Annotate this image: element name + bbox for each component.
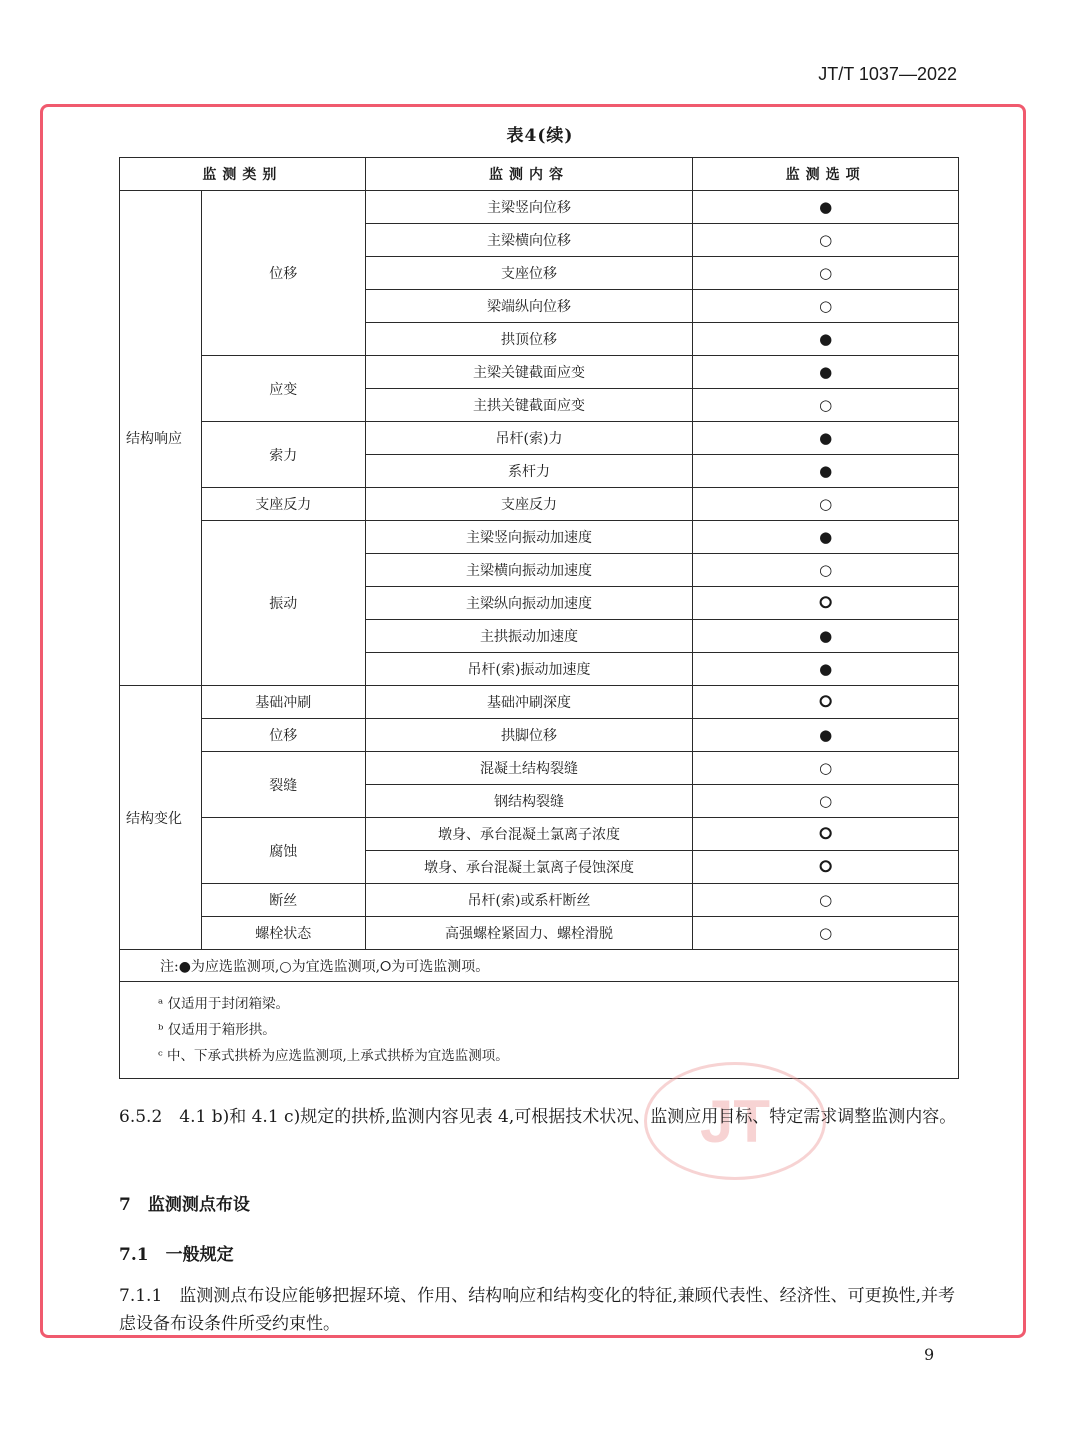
subcategory-scour: 基础冲刷: [201, 686, 365, 719]
content-cell: 拱顶位移: [365, 323, 693, 356]
table-row: [120, 752, 959, 785]
content-cell: 高强螺栓紧固力、螺栓滑脱: [365, 917, 693, 950]
option-recommended-symbol: ○: [693, 554, 959, 587]
content-cell: 支座位移: [365, 257, 693, 290]
table-row: [120, 884, 959, 917]
content-cell: 主拱振动加速度: [365, 620, 693, 653]
category-structural-change: 结构变化: [120, 686, 202, 950]
content-cell: 系杆力: [365, 455, 693, 488]
subcategory-wire-break: 断丝: [201, 884, 365, 917]
subcategory-bolt-state: 螺栓状态: [201, 917, 365, 950]
subcategory-cable-force: 索力: [201, 422, 365, 488]
content-cell: 吊杆(索)或系杆断丝: [365, 884, 693, 917]
monitoring-table: [119, 157, 959, 1079]
option-recommended-symbol: ○: [693, 917, 959, 950]
content-cell: 主梁横向位移: [365, 224, 693, 257]
option-required-symbol: ●: [693, 422, 959, 455]
content-cell: 支座反力: [365, 488, 693, 521]
clause-7-1-1: 7.1.1 监测测点布设应能够把握环境、作用、结构响应和结构变化的特征,兼顾代表性、经济性、可更换性,并考虑设备布设条件所受约束性。: [119, 1286, 956, 1334]
option-required-symbol: ●: [693, 653, 959, 686]
content-cell: 主梁关键截面应变: [365, 356, 693, 389]
header-content: 监测内容: [365, 158, 693, 191]
option-recommended-symbol: ○: [693, 389, 959, 422]
category-structural-response: 结构响应: [120, 191, 202, 686]
table-row: [120, 719, 959, 752]
option-required-symbol: ●: [693, 455, 959, 488]
section-heading-7-1: 7.1 一般规定: [119, 1245, 234, 1265]
footnote-a: ᵃ 仅适用于封闭箱梁。: [158, 996, 289, 1012]
option-required-symbol: ●: [693, 620, 959, 653]
option-required-symbol: ●: [693, 356, 959, 389]
table-title: 表4(续): [506, 126, 574, 146]
page-number: 9: [924, 1345, 935, 1364]
table-row: [120, 917, 959, 950]
subcategory-support-reaction: 支座反力: [201, 488, 365, 521]
footnote-c: ᶜ 中、下承式拱桥为应选监测项,上承式拱桥为宜选监测项。: [158, 1048, 509, 1064]
table-note: 注:●为应选监测项,○为宜选监测项,⭘为可选监测项。: [120, 950, 959, 982]
option-optional-symbol: ⭘: [693, 686, 959, 719]
option-recommended-symbol: ○: [693, 290, 959, 323]
content-cell: 墩身、承台混凝土氯离子浓度: [365, 818, 693, 851]
subcategory-crack: 裂缝: [201, 752, 365, 818]
content-cell: 拱脚位移: [365, 719, 693, 752]
content-cell: 主梁竖向位移: [365, 191, 693, 224]
content-cell: 主梁竖向振动加速度: [365, 521, 693, 554]
content-cell: 混凝土结构裂缝: [365, 752, 693, 785]
header-category: 监测类别: [120, 158, 366, 191]
option-required-symbol: ●: [693, 191, 959, 224]
option-optional-symbol: ⭘: [693, 587, 959, 620]
header-option: 监测选项: [693, 158, 959, 191]
table-row: [120, 488, 959, 521]
content-cell: 梁端纵向位移: [365, 290, 693, 323]
content-cell: 吊杆(索)振动加速度: [365, 653, 693, 686]
subcategory-displacement: 位移: [201, 191, 365, 356]
table-row: [120, 191, 959, 224]
subcategory-vibration: 振动: [201, 521, 365, 686]
content-cell: 钢结构裂缝: [365, 785, 693, 818]
option-required-symbol: ●: [693, 323, 959, 356]
content-cell: 基础冲刷深度: [365, 686, 693, 719]
content-cell: 吊杆(索)力: [365, 422, 693, 455]
table-header-row: [120, 158, 959, 191]
option-required-symbol: ●: [693, 719, 959, 752]
subcategory-corrosion: 腐蚀: [201, 818, 365, 884]
content-cell: 主拱关键截面应变: [365, 389, 693, 422]
option-recommended-symbol: ○: [693, 884, 959, 917]
section-heading-7: 7 监测测点布设: [119, 1195, 250, 1215]
footnote-b: ᵇ 仅适用于箱形拱。: [158, 1022, 276, 1038]
option-required-symbol: ●: [693, 521, 959, 554]
subcategory-displacement-2: 位移: [201, 719, 365, 752]
option-recommended-symbol: ○: [693, 752, 959, 785]
subcategory-strain: 应变: [201, 356, 365, 422]
table-row: [120, 818, 959, 851]
table-footnotes: [120, 982, 959, 1079]
content-cell: 主梁横向振动加速度: [365, 554, 693, 587]
option-optional-symbol: ⭘: [693, 818, 959, 851]
option-optional-symbol: ⭘: [693, 851, 959, 884]
option-recommended-symbol: ○: [693, 224, 959, 257]
table-row: [120, 686, 959, 719]
clause-6-5-2: 6.5.2 4.1 b)和 4.1 c)规定的拱桥,监测内容见表 4,可根据技术状况、监测应用目标、特定需求调整监测内容。: [119, 1107, 957, 1127]
table-footnote-row: [120, 982, 959, 1079]
table-note-row: [120, 950, 959, 982]
content-cell: 墩身、承台混凝土氯离子侵蚀深度: [365, 851, 693, 884]
table-row: [120, 422, 959, 455]
content-cell: 主梁纵向振动加速度: [365, 587, 693, 620]
standard-id: JT/T 1037—2022: [818, 64, 957, 84]
table-row: [120, 521, 959, 554]
option-recommended-symbol: ○: [693, 488, 959, 521]
table-row: [120, 356, 959, 389]
option-recommended-symbol: ○: [693, 785, 959, 818]
watermark-text: JT: [699, 1087, 771, 1155]
option-recommended-symbol: ○: [693, 257, 959, 290]
